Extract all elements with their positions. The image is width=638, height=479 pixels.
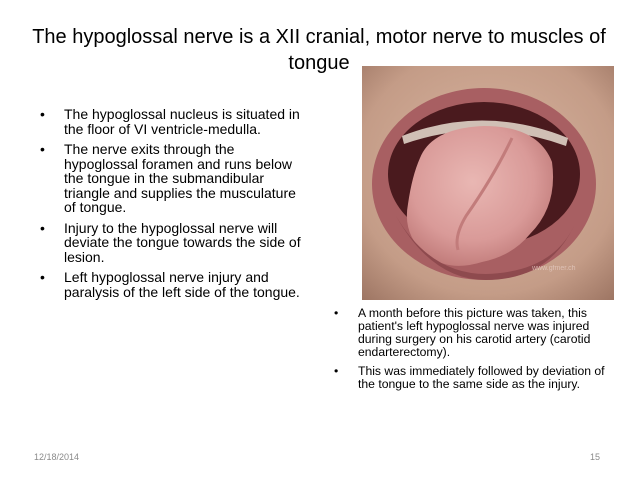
bullet-item: • Left hypoglossal nerve injury and paralysis of the left side of the tongue. [38,270,310,299]
tongue-deviation-photo [362,66,614,300]
right-bullet-list [332,307,622,397]
footer-date: 12/18/2014 [34,452,80,462]
bullet-item: • The hypoglossal nucleus is situated in the floor of VI ventricle-medulla. [38,107,310,136]
photo-watermark: www.gfmer.ch [532,265,576,272]
bullet-item: • Injury to the hypoglossal nerve will deviate the tongue towards the side of lesion. [38,221,310,265]
bullet-item: • This was immediately followed by deviation of the tongue to the same side as the injury. [332,365,622,391]
bullet-item: • A month before this picture was taken, this patient's left hypoglossal nerve was injured during surgery on his carotid artery (carotid endarterectomy). [332,307,622,359]
page-number: 15 [589,452,600,462]
left-bullet-list [38,107,310,305]
slide-title: The hypoglossal nerve is a XII cranial, motor nerve to muscles of tongue [32,26,606,74]
bullet-item: • The nerve exits through the hypoglossal foramen and runs below the tongue in the submandibular triangle and supplies the musculature of tongue. [38,142,310,215]
